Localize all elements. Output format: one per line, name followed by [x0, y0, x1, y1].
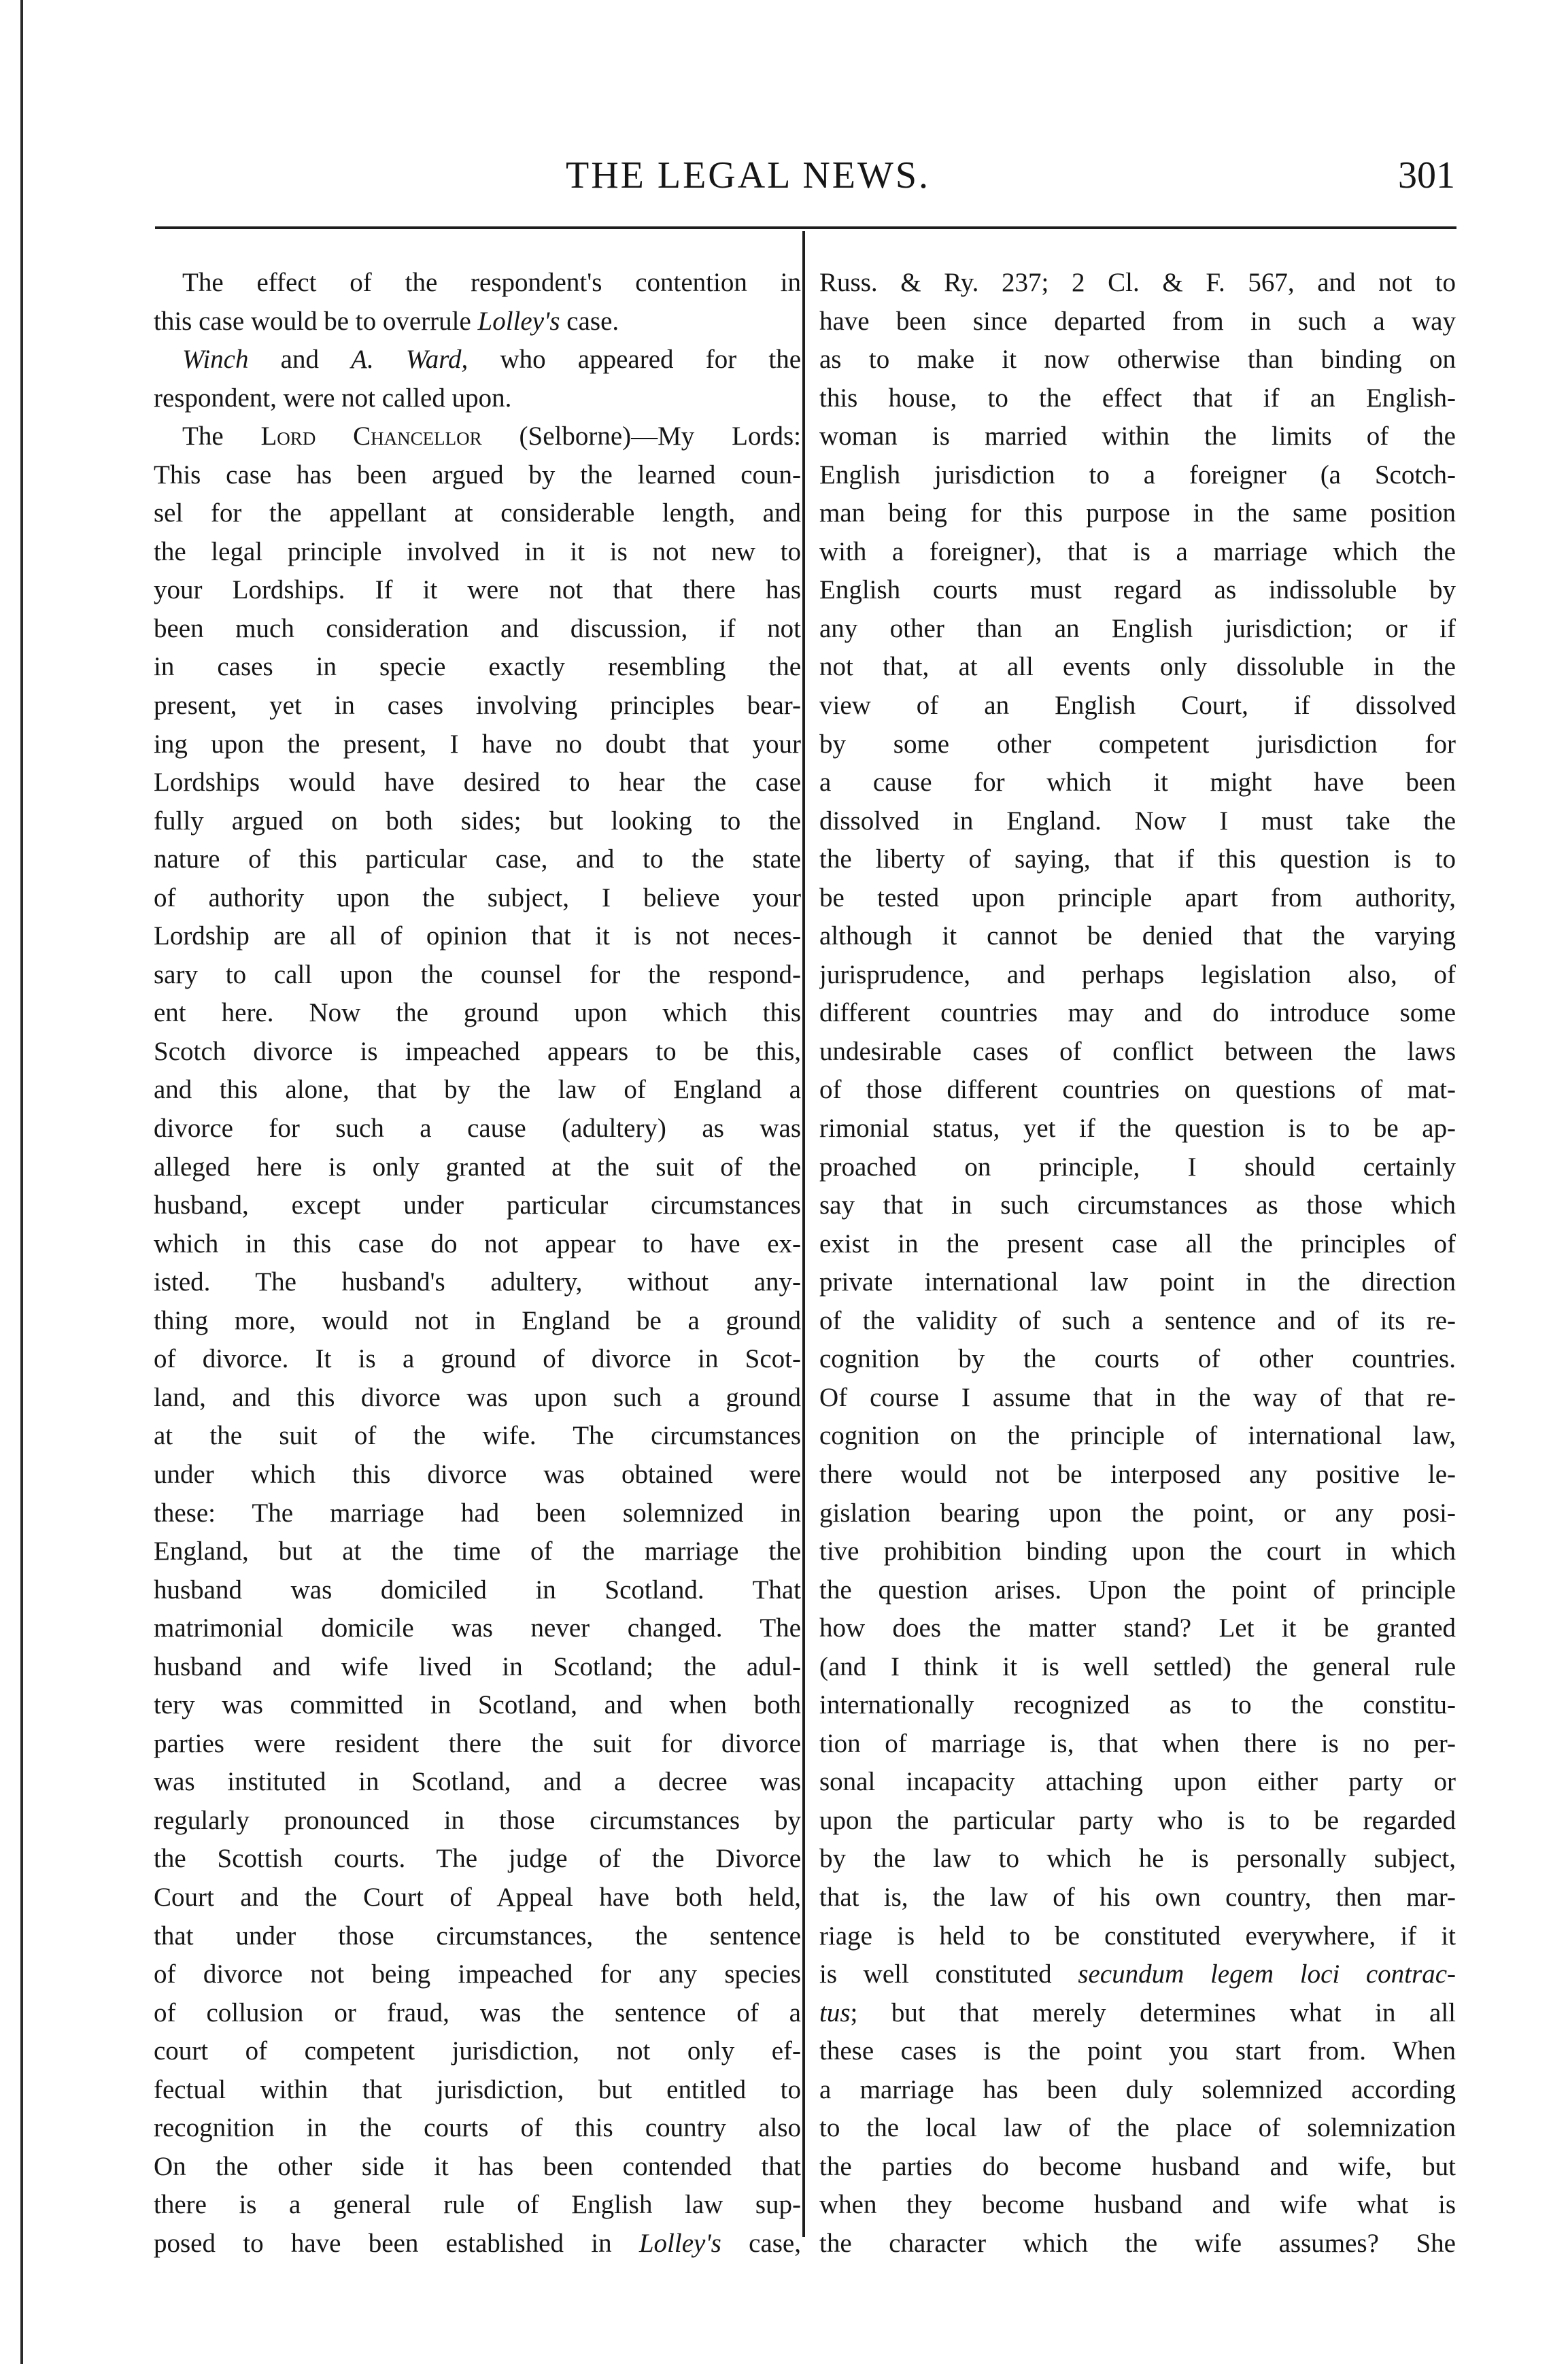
running-header-title: THE LEGAL NEWS. [566, 154, 930, 196]
text-line: there would not be interposed any positive le- [819, 1459, 1456, 1489]
text-line: Lordships would have desired to hear the case [154, 768, 801, 798]
text-line: although it cannot be denied that the varying [819, 921, 1456, 951]
text-line: these cases is the point you start from. When [819, 2036, 1456, 2066]
text-line: a cause for which it might have been [819, 768, 1456, 798]
text-line: by the law to which he is personally subject, [819, 1844, 1456, 1874]
text-line: the character which the wife assumes? She [819, 2228, 1456, 2258]
left-column [154, 264, 801, 2263]
text-line: riage is held to be constituted everywhere, if it [819, 1921, 1456, 1951]
text-line: have been since departed from in such a way [819, 306, 1456, 336]
text-line: view of an English Court, if dissolved [819, 691, 1456, 721]
text-line: tus; but that merely determines what in all [819, 1998, 1456, 2027]
text-line: dissolved in England. Now I must take the [819, 806, 1456, 836]
text-line: court of competent jurisdiction, not only ef- [154, 2036, 801, 2066]
text-line: under which this divorce was obtained were [154, 1459, 801, 1489]
text-line: ing upon the present, I have no doubt that your [154, 729, 801, 759]
text-line: with a foreigner), that is a marriage which the [819, 536, 1456, 566]
text-line: This case has been argued by the learned coun- [154, 460, 801, 490]
text-line: thing more, would not in England be a ground [154, 1305, 801, 1335]
text-line: parties were resident there the suit for divorce [154, 1728, 801, 1758]
text-line: as to make it now otherwise than binding on [819, 345, 1456, 375]
text-line: the Scottish courts. The judge of the Divorce [154, 1844, 801, 1874]
text-line: Court and the Court of Appeal have both held, [154, 1882, 801, 1912]
text-line: husband was domiciled in Scotland. That [154, 1575, 801, 1605]
text-line: alleged here is only granted at the suit of the [154, 1152, 801, 1182]
text-line: which in this case do not appear to have ex- [154, 1229, 801, 1258]
text-line: husband, except under particular circumstances [154, 1190, 801, 1220]
text-line: and this alone, that by the law of England a [154, 1075, 801, 1105]
text-line: Scotch divorce is impeached appears to be this, [154, 1036, 801, 1066]
text-line: in cases in specie exactly resembling the [154, 652, 801, 682]
text-line: Lordship are all of opinion that it is not neces- [154, 921, 801, 951]
text-line: land, and this divorce was upon such a ground [154, 1382, 801, 1412]
text-line: a marriage has been duly solemnized according [819, 2074, 1456, 2104]
text-line: tery was committed in Scotland, and when both [154, 1690, 801, 1720]
right-column [819, 264, 1456, 2263]
text-line: Winch and A. Ward, who appeared for the [182, 345, 801, 375]
text-line: internationally recognized as to the constitu- [819, 1690, 1456, 1720]
text-line: isted. The husband's adultery, without any- [154, 1267, 801, 1297]
text-line: different countries may and do introduce some [819, 998, 1456, 1028]
text-line: cognition on the principle of international law, [819, 1421, 1456, 1451]
text-line: by some other competent jurisdiction for [819, 729, 1456, 759]
text-line: at the suit of the wife. The circumstances [154, 1421, 801, 1451]
text-line: recognition in the courts of this country also [154, 2113, 801, 2143]
text-line: cognition by the courts of other countries. [819, 1344, 1456, 1374]
text-line: that is, the law of his own country, then mar- [819, 1882, 1456, 1912]
page-number: 301 [1398, 154, 1455, 196]
text-line: of authority upon the subject, I believe your [154, 883, 801, 912]
text-line: say that in such circumstances as those which [819, 1190, 1456, 1220]
text-line: to the local law of the place of solemnization [819, 2113, 1456, 2143]
column-divider [802, 231, 805, 2237]
text-line: the liberty of saying, that if this question is to [819, 844, 1456, 874]
text-line: any other than an English jurisdiction; or if [819, 613, 1456, 643]
text-line: these: The marriage had been solemnized in [154, 1498, 801, 1528]
text-line: of those different countries on questions of mat- [819, 1075, 1456, 1105]
text-line: Of course I assume that in the way of that re- [819, 1382, 1456, 1412]
text-line: sonal incapacity attaching upon either party or [819, 1767, 1456, 1797]
text-line: not that, at all events only dissoluble in the [819, 652, 1456, 682]
text-line: present, yet in cases involving principles bear- [154, 691, 801, 721]
text-line: upon the particular party who is to be regarded [819, 1805, 1456, 1835]
text-line: rimonial status, yet if the question is to be ap- [819, 1114, 1456, 1144]
text-line: the question arises. Upon the point of principle [819, 1575, 1456, 1605]
text-line: respondent, were not called upon. [154, 383, 512, 413]
text-line: sary to call upon the counsel for the respond- [154, 959, 801, 989]
text-line: divorce for such a cause (adultery) as was [154, 1114, 801, 1144]
text-line: gislation bearing upon the point, or any posi- [819, 1498, 1456, 1528]
page-edge [20, 0, 23, 2364]
text-line: of divorce not being impeached for any species [154, 1959, 801, 1989]
text-line: the parties do become husband and wife, but [819, 2151, 1456, 2181]
text-line: of collusion or fraud, was the sentence of a [154, 1998, 801, 2027]
text-line: be tested upon principle apart from authority, [819, 883, 1456, 912]
text-line: proached on principle, I should certainly [819, 1152, 1456, 1182]
text-line: been much consideration and discussion, if not [154, 613, 801, 643]
text-line: jurisprudence, and perhaps legislation also, of [819, 959, 1456, 989]
text-line: that under those circumstances, the sentence [154, 1921, 801, 1951]
text-line: fully argued on both sides; but looking to the [154, 806, 801, 836]
text-line: the legal principle involved in it is not new to [154, 536, 801, 566]
text-line: matrimonial domicile was never changed. The [154, 1613, 801, 1643]
text-line: The effect of the respondent's contention in [182, 268, 801, 297]
text-line: how does the matter stand? Let it be granted [819, 1613, 1456, 1643]
text-line: England, but at the time of the marriage the [154, 1537, 801, 1566]
text-line: was instituted in Scotland, and a decree was [154, 1767, 801, 1797]
text-line: your Lordships. If it were not that there has [154, 575, 801, 605]
text-line: sel for the appellant at considerable length, and [154, 498, 801, 528]
text-line: nature of this particular case, and to the state [154, 844, 801, 874]
text-line: husband and wife lived in Scotland; the adul- [154, 1651, 801, 1681]
text-line: tion of marriage is, that when there is no per- [819, 1728, 1456, 1758]
text-line: posed to have been established in Lolley's case, [154, 2228, 801, 2258]
text-line: The Lord Chancellor (Selborne)—My Lords: [182, 422, 801, 451]
text-line: private international law point in the direction [819, 1267, 1456, 1297]
text-line: is well constituted secundum legem loci contrac- [819, 1959, 1456, 1989]
text-line: exist in the present case all the principles of [819, 1229, 1456, 1258]
text-line: On the other side it has been contended that [154, 2151, 801, 2181]
text-line: when they become husband and wife what is [819, 2190, 1456, 2220]
text-line: tive prohibition binding upon the court in which [819, 1537, 1456, 1566]
text-line: undesirable cases of conflict between the laws [819, 1036, 1456, 1066]
text-line: woman is married within the limits of the [819, 422, 1456, 451]
text-line: man being for this purpose in the same position [819, 498, 1456, 528]
text-line: English jurisdiction to a foreigner (a Scotch- [819, 460, 1456, 490]
text-line: fectual within that jurisdiction, but entitled to [154, 2074, 801, 2104]
text-line: there is a general rule of English law sup- [154, 2190, 801, 2220]
text-line: of the validity of such a sentence and of its re- [819, 1305, 1456, 1335]
text-line: (and I think it is well settled) the general rule [819, 1651, 1456, 1681]
header-rule [155, 226, 1456, 229]
text-line: of divorce. It is a ground of divorce in Scot- [154, 1344, 801, 1374]
text-line: English courts must regard as indissoluble by [819, 575, 1456, 605]
text-line: Russ. & Ry. 237; 2 Cl. & F. 567, and not to [819, 268, 1456, 297]
text-line: regularly pronounced in those circumstances by [154, 1805, 801, 1835]
text-line: this house, to the effect that if an English- [819, 383, 1456, 413]
text-line: this case would be to overrule Lolley's case. [154, 306, 619, 336]
text-line: ent here. Now the ground upon which this [154, 998, 801, 1028]
